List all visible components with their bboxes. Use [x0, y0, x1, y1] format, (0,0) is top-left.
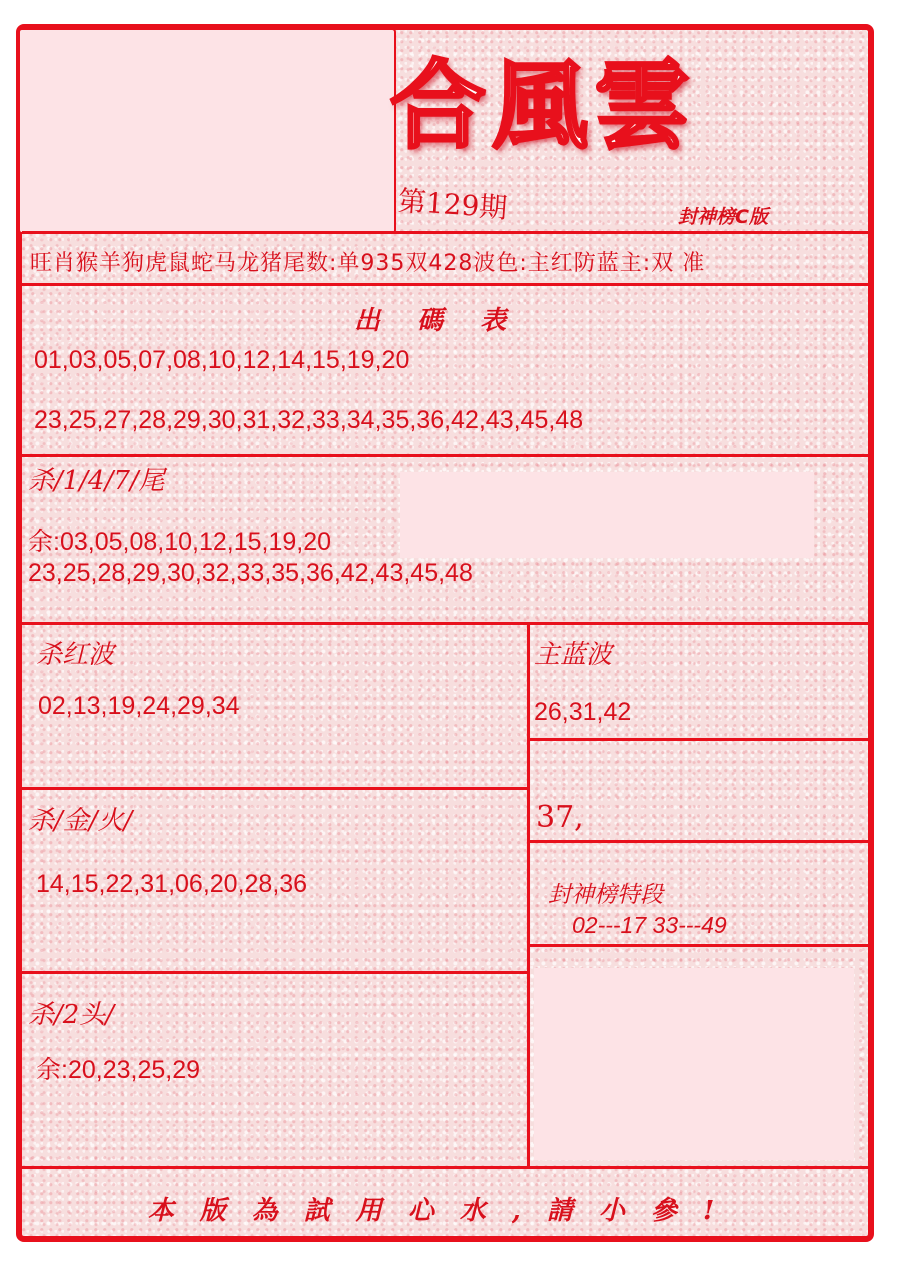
divider	[22, 622, 868, 625]
masthead-title: 合風雲	[390, 49, 696, 162]
right-blank-box	[534, 968, 854, 1160]
kill-tail-blank-box	[400, 472, 814, 558]
info-line: 旺肖猴羊狗虎鼠蛇马龙猪尾数:单935双428波色:主红防蓝主:双 准	[30, 251, 706, 276]
kill-metal-fire-label: 杀/金/火/	[28, 806, 133, 836]
table-row-1: 01,03,05,07,08,10,12,14,15,19,20	[34, 346, 410, 374]
column-divider	[527, 622, 530, 1168]
divider	[528, 840, 868, 843]
special-nums: 02---17 33---49	[572, 912, 727, 938]
footer-notice: 本版為試用心水,請小參!	[147, 1196, 741, 1226]
edition-label: 封神榜C版	[678, 206, 768, 228]
kill-tail-remain-1: 余:03,05,08,10,12,15,19,20	[28, 528, 332, 556]
kill-red-label: 杀红波	[36, 640, 115, 670]
kill-tail-remain-2: 23,25,28,29,30,32,33,35,36,42,43,45,48	[28, 559, 473, 587]
kill-head-remain: 余:20,23,25,29	[36, 1056, 201, 1084]
table-heading: 出 碼 表	[354, 306, 521, 336]
header-blank-box	[18, 28, 396, 234]
divider	[22, 283, 868, 286]
divider	[22, 454, 868, 457]
kill-tail-label: 杀/1/4/7/尾	[28, 466, 165, 496]
kill-head-label: 杀/2头/	[28, 1000, 115, 1030]
divider	[22, 787, 528, 790]
main-blue-label: 主蓝波	[534, 640, 613, 670]
divider	[22, 971, 528, 974]
kill-red-nums: 02,13,19,24,29,34	[38, 692, 240, 720]
divider	[22, 1166, 868, 1169]
divider	[22, 231, 868, 234]
issue-number: 第129期	[396, 184, 509, 225]
table-row-2: 23,25,27,28,29,30,31,32,33,34,35,36,42,43,45,48	[34, 406, 584, 434]
main-blue-nums: 26,31,42	[534, 698, 632, 726]
special-label: 封神榜特段	[548, 882, 663, 908]
single-number: 37,	[536, 800, 584, 835]
kill-metal-fire-nums: 14,15,22,31,06,20,28,36	[36, 870, 308, 898]
divider	[528, 738, 868, 741]
divider	[528, 944, 868, 947]
